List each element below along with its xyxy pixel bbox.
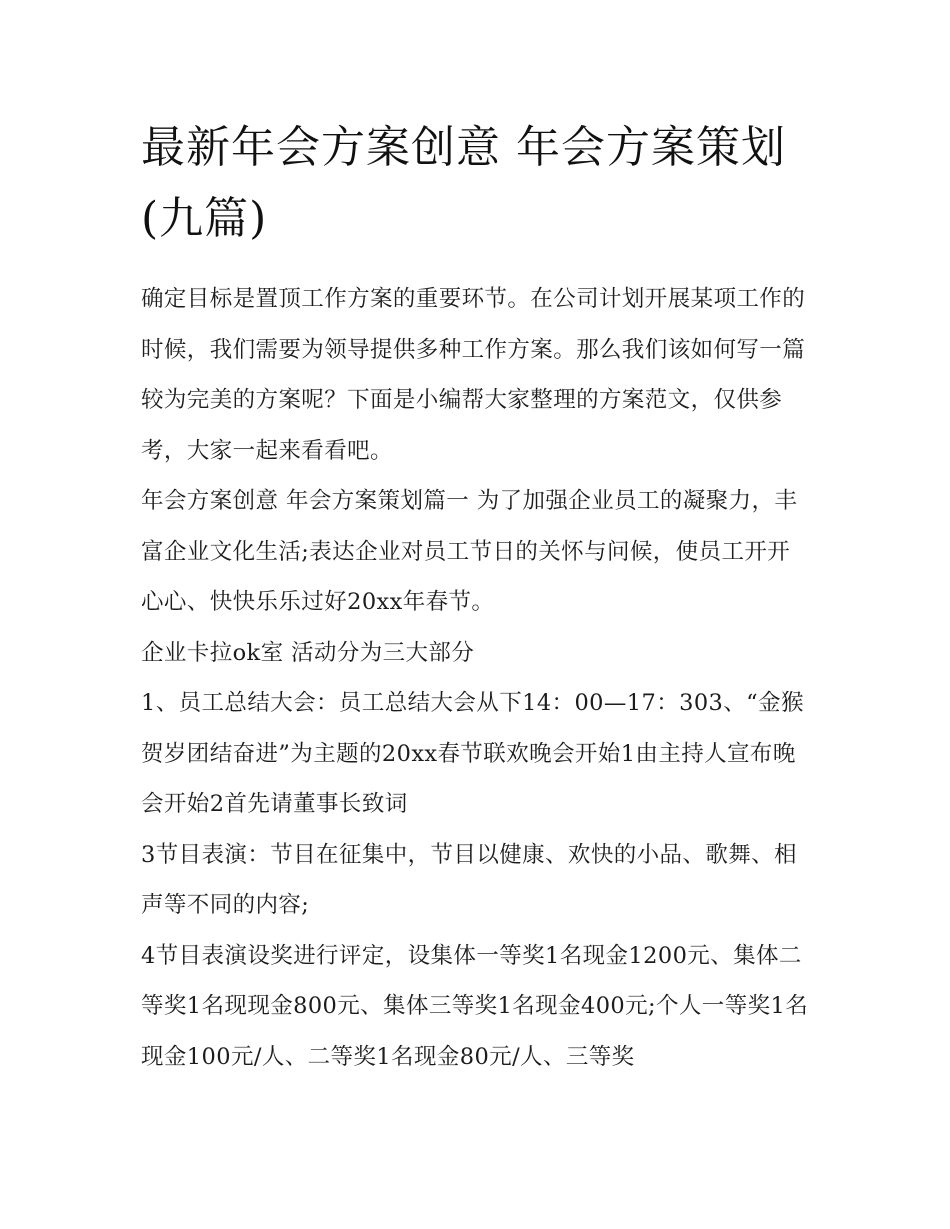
paragraph-venue: 企业卡拉ok室 活动分为三大部分: [141, 639, 475, 666]
paragraph-intro: 确定目标是置顶工作方案的重要环节。在公司计划开展某项工作的时候，我们需要为领导提供多种工作方案。那么我们该如何写一篇较为完美的方案呢？下面是小编帮大家整理的方案范文，仅供参考，大家一起来看看吧。: [141, 286, 806, 464]
document-title: 最新年会方案创意 年会方案策划(九篇): [141, 122, 786, 244]
paragraph-item-1: 1、员工总结大会：员工总结大会从下14：00—17：303、“金猴贺岁团结奋进”为主题的20xx春节联欢晚会开始1由主持人宣布晚会开始2首先请董事长致词: [141, 690, 804, 817]
paragraph-item-3: 3节目表演：节目在征集中，节目以健康、欢快的小品、歌舞、相声等不同的内容;: [141, 841, 797, 918]
paragraph-section-one: 年会方案创意 年会方案策划篇一 为了加强企业员工的凝聚力，丰富企业文化生活;表达企业对员工节日的关怀与问候，使员工开开心心、快快乐乐过好20xx年春节。: [141, 488, 798, 615]
document-body: [141, 112, 811, 1082]
paragraph-item-4: 4节目表演设奖进行评定，设集体一等奖1名现金1200元、集体二等奖1名现现金800元、集体三等奖1名现金400元;个人一等奖1名现金100元/人、二等奖1名现金80元/人、三等奖: [141, 942, 809, 1070]
